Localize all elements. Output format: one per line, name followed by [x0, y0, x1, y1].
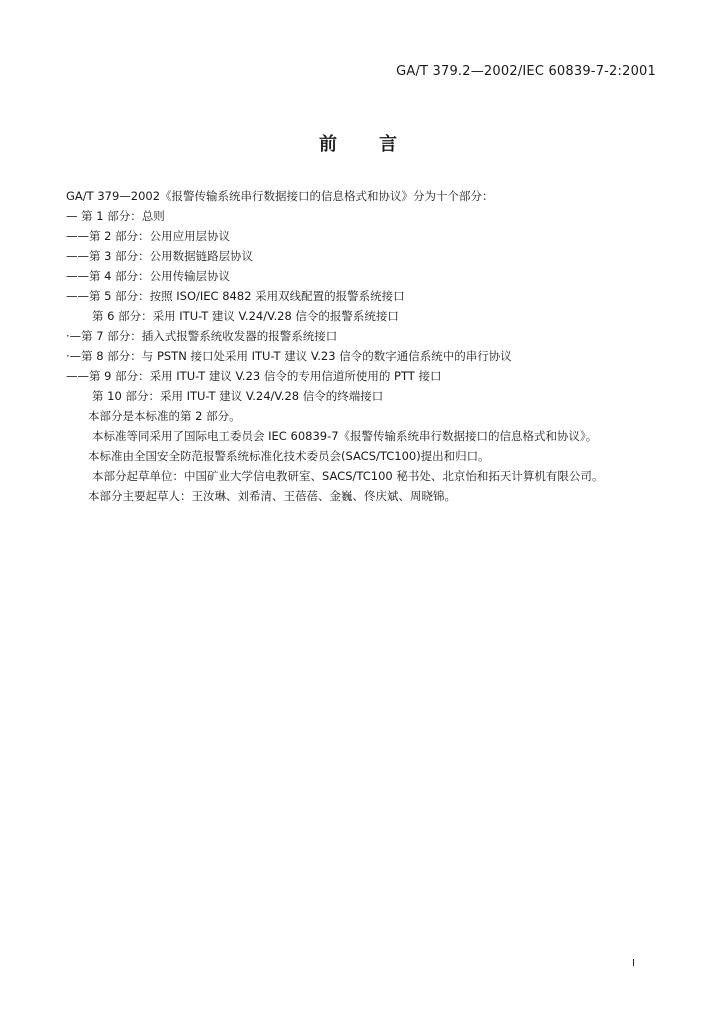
paragraph: 本部分主要起草人：王汝琳、刘希清、王蓓蓓、金巍、佟庆斌、周晓锦。: [88, 489, 456, 503]
part-item: 第 10 部分：采用 ITU-T 建议 V.24/V.28 信令的终端接口: [92, 389, 384, 403]
part-item: 第 6 部分：采用 ITU-T 建议 V.24/V.28 信令的报警系统接口: [92, 309, 399, 323]
part-item: ——第 9 部分：采用 ITU-T 建议 V.23 信令的专用信道所使用的 PTT 接口: [66, 369, 442, 383]
part-item: ·—第 8 部分：与 PSTN 接口处采用 ITU-T 建议 V.23 信令的数字通信系统中的串行协议: [66, 349, 512, 363]
part-item: ——第 4 部分：公用传输层协议: [66, 269, 231, 283]
part-item: — 第 1 部分：总则: [66, 209, 165, 223]
page-number: I: [632, 958, 635, 969]
part-item: ——第 2 部分：公用应用层协议: [66, 229, 231, 243]
paragraph: 本标准由全国安全防范报警系统标准化技术委员会(SACS/TC100)提出和归口。: [88, 449, 490, 463]
paragraph: 本部分起草单位：中国矿业大学信电教研室、SACS/TC100 秘书处、北京怡和拓天计算机有限公司。: [92, 469, 604, 483]
standard-code: GA/T 379.2—2002/IEC 60839-7-2:2001: [396, 64, 656, 79]
intro-line: GA/T 379—2002《报警传输系统串行数据接口的信息格式和协议》分为十个部分：: [66, 189, 494, 203]
part-item: ·—第 7 部分：插入式报警系统收发器的报警系统接口: [66, 329, 338, 343]
part-item: ——第 3 部分：公用数据链路层协议: [66, 249, 254, 263]
foreword-body: [66, 186, 666, 506]
paragraph: 本标准等同采用了国际电工委员会 IEC 60839-7《报警传输系统串行数据接口的信息格式和协议》。: [92, 429, 598, 443]
paragraph: 本部分是本标准的第 2 部分。: [88, 409, 241, 423]
page-title: 前言: [319, 134, 439, 155]
part-item: ——第 5 部分：按照 ISO/IEC 8482 采用双线配置的报警系统接口: [66, 289, 405, 303]
